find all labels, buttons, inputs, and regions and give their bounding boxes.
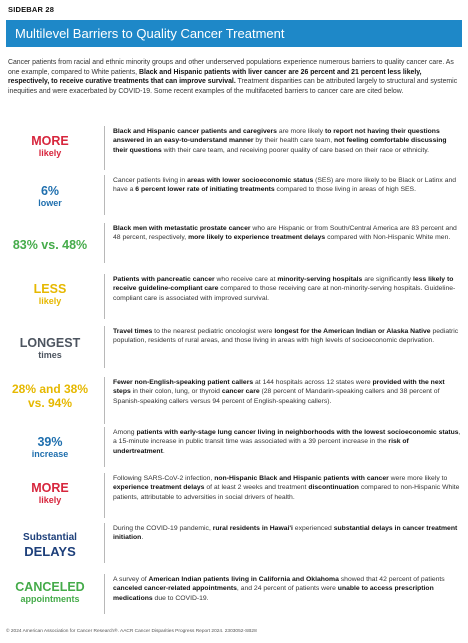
stat-qualifier: likely <box>38 495 62 505</box>
description-text: compared to non-Hispanic White patients, attributable to adversities in social drivers of health. <box>113 484 460 501</box>
description-text: A survey of <box>113 576 149 583</box>
row-divider <box>104 175 105 215</box>
description-text: due to COVID-19. <box>152 594 209 602</box>
row-divider <box>104 523 105 563</box>
stat-value: Substantial <box>23 532 77 543</box>
stat-highlight <box>0 382 100 410</box>
barrier-row <box>0 377 468 424</box>
intro-bold: Black and Hispanic patients with liver cancer are 26 percent and 21 percent less likely, respectively, to receive curative treatments that can improve survival. <box>8 68 422 86</box>
description-text: experienced <box>292 525 334 532</box>
description-text: with their care team, and receiving poorer quality of care based on their race or ethnicity. <box>161 146 430 154</box>
description-emphasis: discontinuation <box>308 484 359 492</box>
description-text: Among <box>113 429 137 436</box>
stat-value: MORE <box>31 134 69 148</box>
barrier-row <box>0 175 468 215</box>
description-text: in their colon, lung, or thyroid <box>130 388 222 396</box>
barrier-description <box>113 524 461 543</box>
description-text: pediatric population, residents of rural areas, and those living in areas with high levels of socioeconomic deprivation. <box>113 328 459 345</box>
barrier-description <box>113 378 461 406</box>
stat-qualifier: DELAYS <box>24 544 76 559</box>
stat-highlight <box>0 481 100 506</box>
description-text: During the COVID-19 pandemic, <box>113 525 213 532</box>
description-text: (28 percent of Mandarin-speaking callers and 38 percent of Spanish-speaking callers versus 94 percent of English-speaking callers). <box>113 388 440 405</box>
description-emphasis: areas with lower socioeconomic status <box>187 177 314 184</box>
description-text: at 144 hospitals across 12 states were <box>253 379 373 386</box>
description-emphasis: 6 percent lower rate of initiating treatments <box>135 186 275 194</box>
stat-highlight <box>0 580 100 605</box>
description-text: . <box>162 447 165 455</box>
description-text: , and 24 percent of patients were <box>236 585 338 593</box>
barrier-description <box>113 327 461 346</box>
description-emphasis: American Indian patients living in California and Oklahoma <box>148 576 339 583</box>
barrier-row <box>0 427 468 467</box>
stat-value: 83% vs. 48% <box>12 238 88 252</box>
page-title: Multilevel Barriers to Quality Cancer Treatment <box>6 20 462 47</box>
description-emphasis: Patients with pancreatic cancer <box>113 276 215 283</box>
description-emphasis: cancer care <box>221 388 260 396</box>
stat-qualifier: likely <box>38 148 62 158</box>
row-divider <box>104 223 105 263</box>
sidebar-label: SIDEBAR 28 <box>8 5 55 14</box>
stat-value: LESS <box>33 282 67 296</box>
barrier-description <box>113 474 461 502</box>
row-divider <box>104 473 105 518</box>
description-text: are significantly <box>362 276 413 283</box>
stat-value: CANCELED <box>15 580 85 594</box>
stat-highlight <box>0 336 100 361</box>
description-text: compared with Non-Hispanic White men. <box>325 234 451 242</box>
intro-text-2: Treatment disparities can be attributed largely to structural and systemic inequities and were exacerbated by COVID-19. Some recent examples of the multifaceted barriers to cancer care are cited below. <box>8 78 458 95</box>
description-emphasis: Fewer non-English-speaking patient callers <box>113 379 254 386</box>
stat-highlight <box>0 531 100 559</box>
intro-paragraph <box>8 58 460 96</box>
row-divider <box>104 326 105 368</box>
barrier-description <box>113 176 461 195</box>
description-emphasis: provided with the next steps <box>113 379 445 396</box>
barrier-description <box>113 275 461 303</box>
description-text: are more likely <box>276 128 325 135</box>
description-text: were more likely to <box>388 475 448 482</box>
description-text: Following SARS-CoV-2 infection, <box>113 475 215 482</box>
row-divider <box>104 274 105 319</box>
stat-qualifier: likely <box>38 296 62 306</box>
description-emphasis: Black men with metastatic prostate cancer <box>113 225 251 232</box>
row-divider <box>104 126 105 170</box>
row-divider <box>104 574 105 614</box>
row-divider <box>104 377 105 424</box>
description-text: showed that 42 percent of patients <box>338 576 445 583</box>
barrier-row <box>0 274 468 319</box>
description-emphasis: rural residents in Hawai'i <box>212 525 293 532</box>
description-emphasis: risk of undertreatment <box>113 438 409 455</box>
barrier-row <box>0 523 468 563</box>
stat-highlight <box>0 184 100 209</box>
description-emphasis: minority-serving hospitals <box>277 276 363 283</box>
description-emphasis: more likely to experience treatment delays <box>188 234 326 242</box>
barrier-description <box>113 224 461 243</box>
stat-highlight <box>0 282 100 307</box>
barrier-description <box>113 127 461 155</box>
description-text: of at least 2 weeks and treatment <box>204 484 309 492</box>
description-emphasis: experience treatment delays <box>113 484 205 492</box>
description-emphasis: unable to access prescription medications <box>113 585 434 602</box>
description-emphasis: substantial delays in cancer treatment initiation <box>113 525 458 542</box>
row-divider <box>104 427 105 467</box>
intro-text-1: Cancer patients from racial and ethnic minority groups and other underserved populations experience numerous barriers to quality cancer care. As one example, compared to White patients, <box>8 59 454 76</box>
stat-value: 6% <box>40 184 60 198</box>
stat-highlight <box>0 435 100 460</box>
description-emphasis: longest for the American Indian or Alaska Native <box>274 328 431 335</box>
stat-qualifier: vs. 94% <box>27 396 73 410</box>
stat-qualifier: times <box>38 350 62 360</box>
barrier-row <box>0 223 468 263</box>
barrier-description <box>113 575 461 603</box>
stat-qualifier: lower <box>38 198 62 208</box>
description-text: (SES) are more likely to be Black or Latinx and have a <box>113 177 457 194</box>
stat-value: LONGEST <box>19 336 81 350</box>
barrier-row <box>0 126 468 170</box>
description-text: compared to those receiving care at non-minority-serving hospitals. Guideline-compliant care is associated with improved survival. <box>113 285 456 302</box>
description-text: by their health care team, <box>253 137 334 145</box>
stat-qualifier: increase <box>31 449 69 459</box>
stat-value: 28% and 38% <box>11 382 89 396</box>
stat-highlight <box>0 134 100 159</box>
description-emphasis: not feeling comfortable discussing their questions <box>113 137 447 154</box>
description-text: . <box>141 534 144 542</box>
copyright-footer: © 2024 American Association for Cancer Research®. AACR Cancer Disparities Progress Report 2024. 2303052-SB28 <box>6 629 257 634</box>
stat-qualifier: appointments <box>20 594 80 604</box>
description-text: to the nearest pediatric oncologist were <box>152 328 275 335</box>
barrier-description <box>113 428 461 456</box>
description-text: Cancer patients living in <box>113 177 188 184</box>
description-emphasis: to report not having their questions answered in an easy-to-understand manner <box>113 128 440 145</box>
description-text: , a 15-minute increase in public transit time was associated with a 39 percent increase in the <box>113 429 461 446</box>
description-text: who are Hispanic or from South/Central America are 83 percent and 48 percent, respectively, <box>113 225 457 242</box>
stat-highlight <box>0 238 100 252</box>
description-text: compared to those living in areas of high SES. <box>274 186 416 194</box>
description-emphasis: less likely to receive guideline-compliant care <box>113 276 454 293</box>
description-emphasis: Black and Hispanic cancer patients and caregivers <box>113 128 277 135</box>
barrier-row <box>0 473 468 518</box>
description-emphasis: Travel times <box>113 328 153 335</box>
description-emphasis: canceled cancer-related appointments <box>113 585 237 593</box>
barrier-row <box>0 326 468 368</box>
description-emphasis: patients with early-stage lung cancer living in neighborhoods with the lowest socioeconomic status <box>136 429 459 436</box>
description-text: who receive care at <box>214 276 278 283</box>
barrier-row <box>0 574 468 614</box>
stat-value: 39% <box>37 435 63 449</box>
description-emphasis: non-Hispanic Black and Hispanic patients with cancer <box>214 475 389 482</box>
stat-value: MORE <box>31 481 69 495</box>
